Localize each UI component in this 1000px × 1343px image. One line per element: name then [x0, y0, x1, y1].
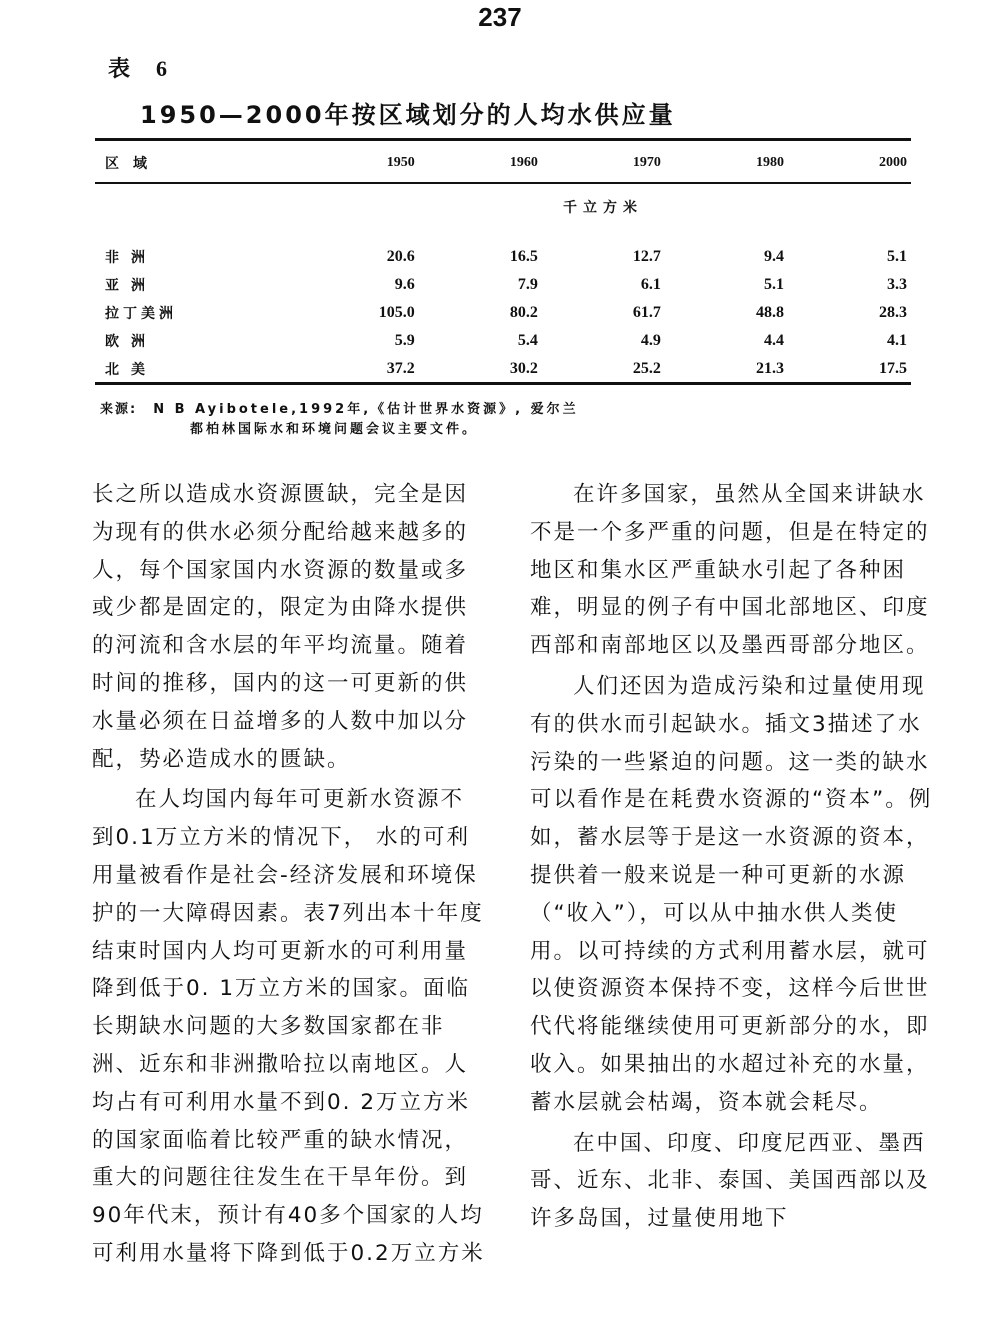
unit-row [95, 181, 911, 233]
value-cell: 5.9 [394, 332, 415, 349]
value-cell: 28.3 [879, 304, 907, 321]
source-label: 来源: [100, 402, 138, 417]
value-cell: 5.1 [887, 248, 907, 265]
left-text-column [92, 476, 487, 1276]
region-cell: 北美 [105, 362, 157, 378]
value-cell: 5.4 [517, 332, 538, 349]
value-cell: 17.5 [879, 360, 907, 377]
table-row [95, 271, 911, 299]
region-cell: 非洲 [105, 250, 157, 266]
year-header: 1950 [386, 155, 415, 170]
table-bottom-rule [95, 382, 911, 385]
table-row [95, 299, 911, 327]
region-cell: 拉丁美洲 [105, 306, 177, 322]
value-cell: 16.5 [509, 248, 538, 265]
value-cell: 20.6 [386, 248, 415, 265]
source-text-1: N B Ayibotele,1992年,《估计世界水资源》, 爱尔兰 [153, 402, 579, 417]
water-supply-table [95, 145, 911, 383]
source-line-1 [100, 400, 579, 420]
value-cell: 4.4 [763, 332, 784, 349]
header-rule [95, 182, 911, 184]
year-header: 1960 [509, 155, 538, 170]
value-cell: 80.2 [509, 304, 538, 321]
paragraph: 人们还因为造成污染和过量使用现有的供水而引起缺水。插文3描述了水污染的一些紧迫的问题。这一类的缺水可以看作是在耗费水资源的“资本”。例如，蓄水层等于是这一水资源的资本，提供着一般来说是一种可更新的水源（“收入”），可以从中抽水供人类使用。以可持续的方式利用蓄水层，就可以使资源资本保持不变，这样今后世世代代将能继续使用可更新部分的水，即收入。如果抽出的水超过补充的水量，蓄水层就会枯竭，资本就会耗尽。 [530, 673, 933, 1115]
table-title: 1950—2000年按区域划分的人均水供应量 [140, 101, 676, 129]
table-label-number: 6 [156, 56, 172, 81]
source-text-2: 都柏林国际水和环境问题会议主要文件。 [190, 422, 479, 437]
table-row [95, 355, 911, 383]
value-cell: 3.3 [887, 276, 907, 293]
value-cell: 7.9 [517, 276, 538, 293]
value-cell: 48.8 [755, 304, 784, 321]
value-cell: 4.9 [640, 332, 661, 349]
year-header: 1980 [755, 155, 784, 170]
table-label [108, 52, 171, 83]
page-number: 237 [478, 2, 522, 32]
value-cell: 105.0 [378, 304, 415, 321]
year-header: 2000 [879, 155, 907, 170]
table-header-row [95, 145, 911, 181]
unit-label: 千立方米 [563, 200, 643, 216]
year-header: 1970 [632, 155, 661, 170]
region-column-header: 区域 [105, 156, 161, 172]
table-row [95, 243, 911, 271]
paragraph: 在人均国内每年可更新水资源不到0.1万立方米的情况下， 水的可利用量被看作是社会-经济发展和环境保护的一大障碍因素。表7列出本十年度结束时国内人均可更新水的可利用量降到低于0. 1万立方米的国家。面临长期缺水问题的大多数国家都在非洲、近东和非洲撒哈拉以南地区。人均占有可利用水量不到0. 2万立方米的国家面临着比较严重的缺水情况，重大的问题往往发生在干旱年份。到90年代末，预计有40多个国家的人均可利用水量将下降到低于0.2万立方米 [92, 787, 485, 1266]
value-cell: 25.2 [632, 360, 661, 377]
table-label-word: 表 [108, 57, 135, 82]
paragraph: 在许多国家，虽然从全国来讲缺水不是一个多严重的问题，但是在特定的地区和集水区严重缺水引起了各种困难，明显的例子有中国北部地区、印度西部和南部地区以及墨西哥部分地区。 [530, 482, 930, 659]
value-cell: 61.7 [632, 304, 661, 321]
table-source-note [100, 400, 579, 440]
region-cell: 亚洲 [105, 278, 157, 294]
value-cell: 6.1 [640, 276, 661, 293]
value-cell: 4.1 [887, 332, 907, 349]
value-cell: 37.2 [386, 360, 415, 377]
table-row [95, 327, 911, 355]
value-cell: 9.4 [763, 248, 784, 265]
value-cell: 21.3 [755, 360, 784, 377]
value-cell: 30.2 [509, 360, 538, 377]
paragraph: 长之所以造成水资源匮缺，完全是因为现有的供水必须分配给越来越多的人，每个国家国内水资源的数量或多或少都是固定的，限定为由降水提供的河流和含水层的年平均流量。随着时间的推移，国内的这一可更新的供水量必须在日益增多的人数中加以分配，势必造成水的匮缺。 [92, 482, 469, 772]
value-cell: 5.1 [763, 276, 784, 293]
right-text-column [530, 476, 938, 1241]
table-top-rule [95, 138, 911, 141]
value-cell: 12.7 [632, 248, 661, 265]
value-cell: 9.6 [394, 276, 415, 293]
region-cell: 欧洲 [105, 334, 157, 350]
paragraph: 在中国、印度、印度尼西亚、墨西哥、近东、北非、泰国、美国西部以及许多岛国，过量使用地下 [530, 1130, 930, 1232]
